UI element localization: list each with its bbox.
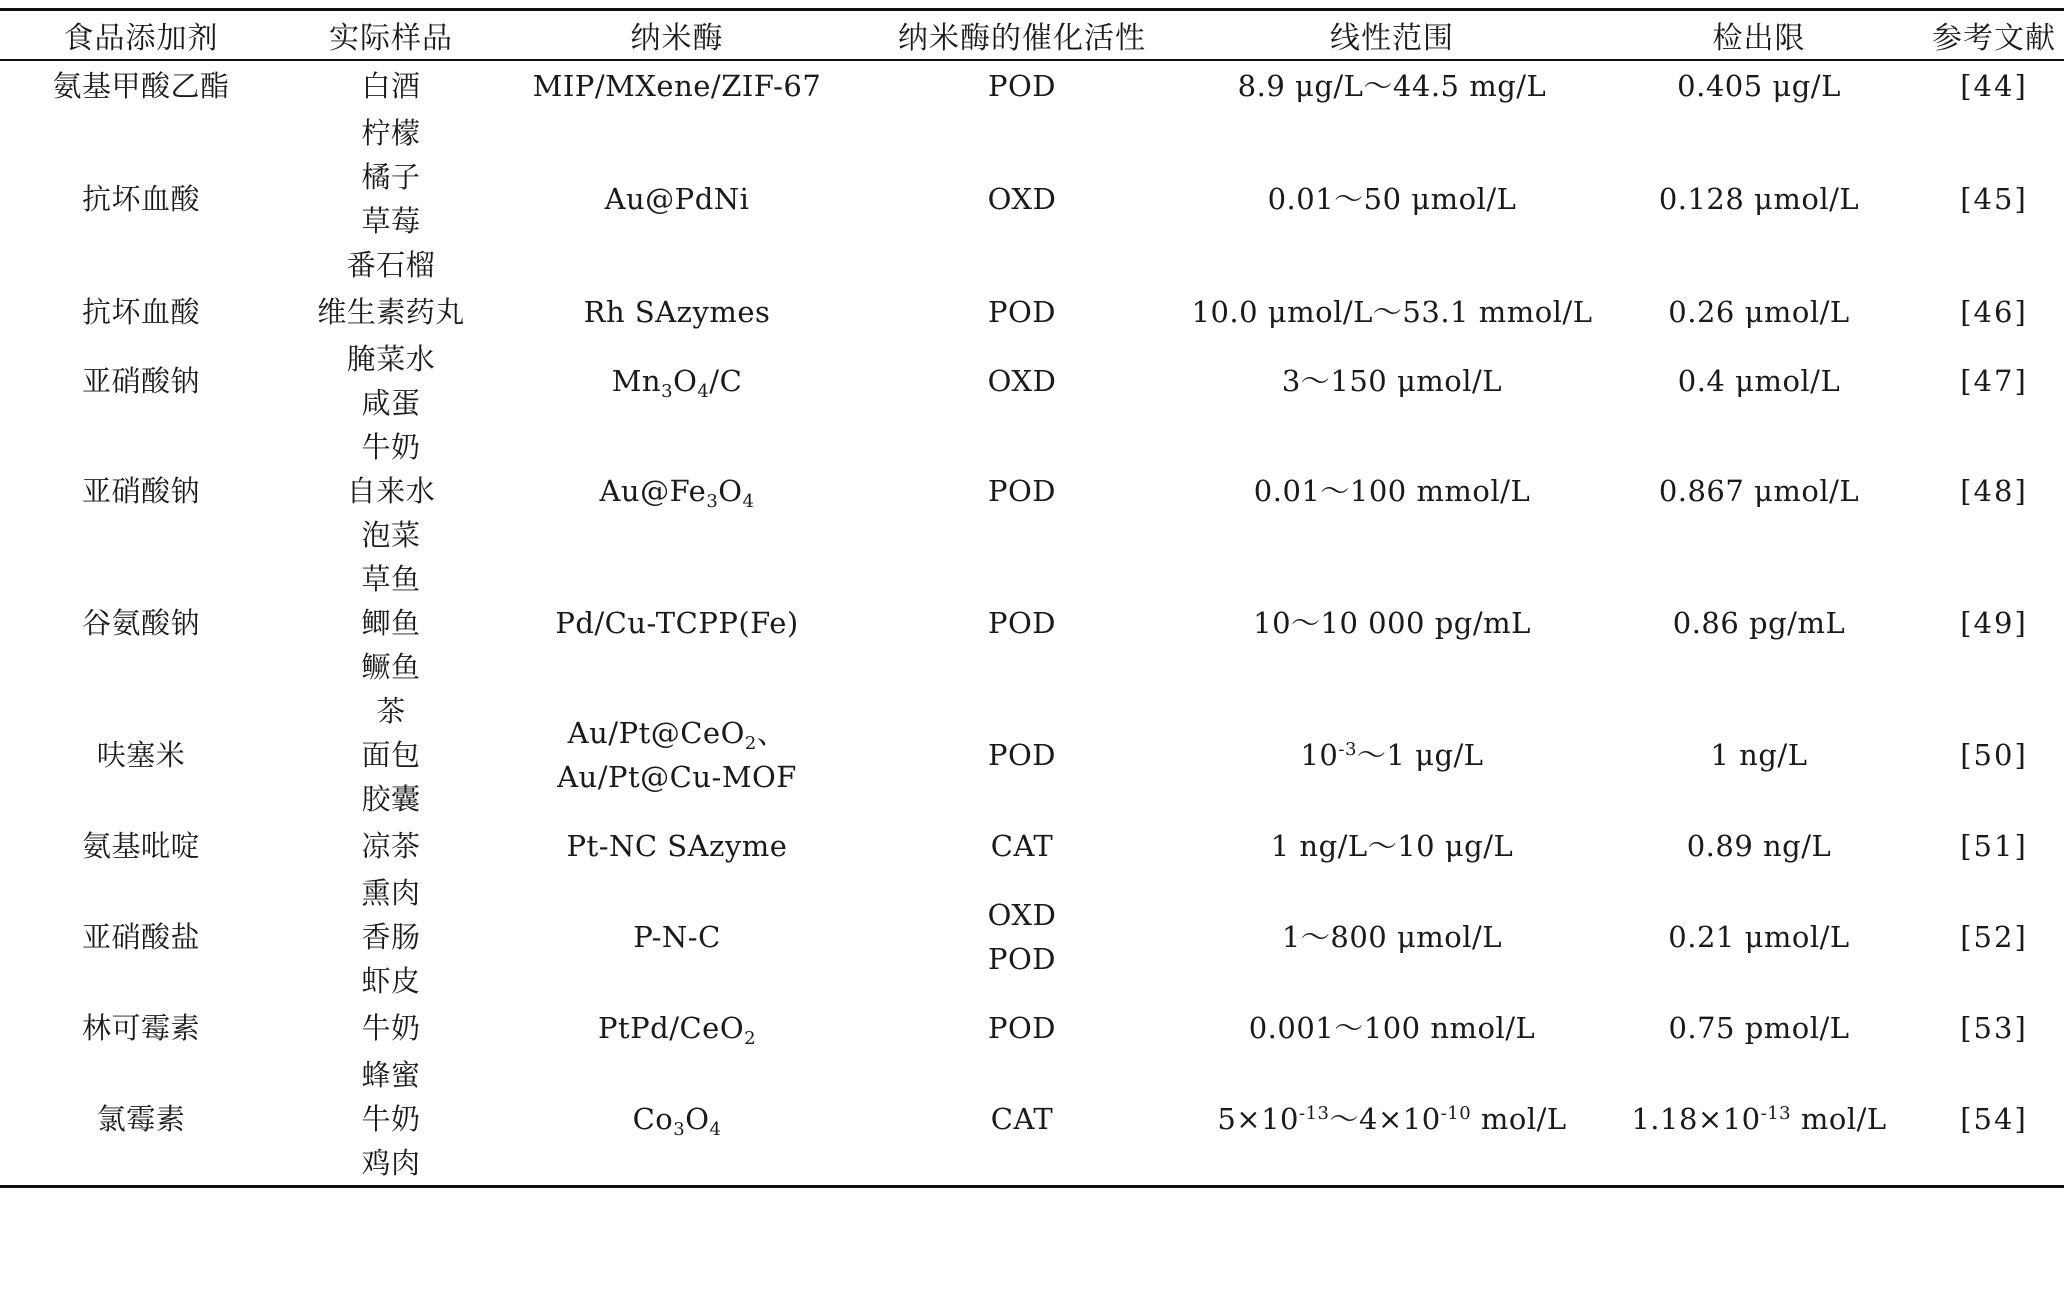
subscript: 4 — [709, 1119, 722, 1140]
cell-linear-range — [1190, 60, 1594, 111]
nanozyme-table-container — [0, 8, 2064, 1188]
activity-item: OXD — [987, 898, 1057, 932]
activity-item: POD — [987, 295, 1057, 329]
sample-item: 面包 — [361, 738, 421, 772]
cell-samples — [282, 425, 500, 557]
sample-item: 虾皮 — [361, 964, 421, 998]
cell-linear-range — [1190, 821, 1594, 871]
text-segment: 0.89 ng/L — [1686, 829, 1832, 863]
subscript: 4 — [697, 381, 710, 402]
subscript: 2 — [744, 1028, 757, 1049]
cell-lod — [1594, 60, 1924, 111]
cell-nanozyme — [500, 425, 854, 557]
cell-samples — [282, 821, 500, 871]
sample-item: 牛奶 — [361, 430, 421, 464]
text-segment: 0.26 μmol/L — [1668, 295, 1850, 329]
text-segment: 0.001～100 nmol/L — [1248, 1011, 1536, 1045]
sample-item: 咸蛋 — [361, 386, 421, 420]
superscript: -13 — [1299, 1103, 1330, 1124]
text-segment: 0.86 pg/mL — [1672, 606, 1846, 640]
cell-linear-range — [1190, 111, 1594, 287]
header-additive: 食品添加剂 — [63, 21, 219, 56]
cell-samples — [282, 689, 500, 821]
sample-item: 自来水 — [346, 474, 436, 508]
cell-nanozyme — [500, 337, 854, 425]
text-segment: 8.9 μg/L～44.5 mg/L — [1237, 69, 1547, 103]
text-segment: 1.18×10 — [1631, 1102, 1761, 1136]
cell-linear-range — [1190, 287, 1594, 337]
text-segment: 1～800 μmol/L — [1281, 920, 1503, 954]
cell-nanozyme — [500, 111, 854, 287]
activity-item: POD — [987, 474, 1057, 508]
text-segment: 、 — [756, 716, 787, 750]
cell-nanozyme — [500, 821, 854, 871]
sample-item: 茶 — [376, 694, 406, 728]
text-segment: 0.867 μmol/L — [1658, 474, 1860, 508]
cell-nanozyme — [500, 60, 854, 111]
text-segment: ～1 μg/L — [1356, 738, 1484, 772]
cell-lod — [1594, 1053, 1924, 1187]
subscript: 3 — [661, 381, 674, 402]
activity-item: POD — [987, 1011, 1057, 1045]
sample-item: 鸡肉 — [361, 1146, 421, 1180]
sample-item: 腌菜水 — [346, 342, 436, 376]
cell-nanozyme — [500, 1003, 854, 1053]
table-row — [0, 111, 2064, 287]
cell-activity — [854, 1003, 1190, 1053]
sample-item: 牛奶 — [361, 1011, 421, 1045]
cell-reference: [48] — [1960, 474, 2028, 508]
text-segment: Au@Fe — [599, 474, 707, 508]
cell-activity — [854, 821, 1190, 871]
cell-lod — [1594, 871, 1924, 1003]
text-segment: 0.4 μmol/L — [1677, 364, 1841, 398]
superscript: -10 — [1440, 1103, 1472, 1124]
cell-additive: 抗坏血酸 — [81, 182, 200, 216]
nanozyme-table — [0, 8, 2064, 1188]
text-segment: PtPd/CeO — [597, 1011, 745, 1045]
cell-reference: [47] — [1960, 364, 2028, 398]
text-segment: 10～10 000 pg/mL — [1253, 606, 1531, 640]
cell-linear-range — [1190, 1053, 1594, 1187]
activity-item: POD — [987, 69, 1057, 103]
text-segment: Au/Pt@Cu-MOF — [557, 760, 797, 794]
cell-samples — [282, 111, 500, 287]
subscript: 2 — [744, 733, 757, 754]
table-row — [0, 425, 2064, 557]
text-segment: P-N-C — [633, 920, 721, 954]
table-row — [0, 557, 2064, 689]
cell-linear-range — [1190, 425, 1594, 557]
cell-lod — [1594, 425, 1924, 557]
text-segment: mol/L — [1791, 1102, 1887, 1136]
superscript: -13 — [1760, 1103, 1792, 1124]
cell-lod — [1594, 287, 1924, 337]
header-linear-range: 线性范围 — [1330, 21, 1454, 56]
cell-additive: 谷氨酸钠 — [81, 606, 200, 640]
cell-additive: 抗坏血酸 — [81, 295, 200, 329]
cell-reference: [44] — [1960, 69, 2028, 103]
cell-lod — [1594, 111, 1924, 287]
cell-lod — [1594, 821, 1924, 871]
header-activity: 纳米酶的催化活性 — [898, 21, 1146, 56]
cell-nanozyme — [500, 871, 854, 1003]
sample-item: 香肠 — [361, 920, 421, 954]
text-segment: 1 ng/L — [1710, 738, 1808, 772]
activity-item: OXD — [987, 364, 1057, 398]
subscript: 4 — [742, 491, 755, 512]
cell-nanozyme — [500, 689, 854, 821]
sample-item: 草莓 — [361, 204, 421, 238]
cell-samples — [282, 287, 500, 337]
text-segment: 10 — [1300, 738, 1339, 772]
text-segment: O — [685, 1102, 710, 1136]
activity-item: POD — [987, 606, 1057, 640]
cell-activity — [854, 1053, 1190, 1187]
cell-linear-range — [1190, 871, 1594, 1003]
text-segment: 0.405 μg/L — [1677, 69, 1841, 103]
activity-item: CAT — [990, 829, 1054, 863]
sample-item: 熏肉 — [361, 876, 421, 910]
cell-activity — [854, 871, 1190, 1003]
text-segment: Mn — [611, 364, 662, 398]
sample-item: 草鱼 — [361, 562, 421, 596]
cell-reference: [52] — [1960, 920, 2028, 954]
sample-item: 维生素药丸 — [317, 295, 465, 329]
text-segment: Pd/Cu-TCPP(Fe) — [555, 606, 799, 640]
header-sample: 实际样品 — [329, 21, 453, 56]
text-segment: 3～150 μmol/L — [1281, 364, 1503, 398]
text-segment: 1 ng/L～10 μg/L — [1270, 829, 1514, 863]
text-segment: Rh SAzymes — [583, 295, 771, 329]
cell-reference: [49] — [1960, 606, 2028, 640]
cell-lod — [1594, 1003, 1924, 1053]
cell-additive: 亚硝酸钠 — [81, 474, 200, 508]
text-segment: O — [673, 364, 698, 398]
sample-item: 泡菜 — [361, 518, 421, 552]
text-segment: Pt-NC SAzyme — [566, 829, 788, 863]
table-body — [0, 60, 2064, 1187]
cell-reference: [45] — [1960, 182, 2028, 216]
table-row — [0, 1003, 2064, 1053]
activity-item: POD — [987, 738, 1057, 772]
activity-item: POD — [987, 942, 1057, 976]
sample-item: 柠檬 — [361, 116, 421, 150]
sample-item: 番石榴 — [346, 248, 436, 282]
cell-additive: 氯霉素 — [96, 1102, 186, 1136]
text-segment: mol/L — [1471, 1102, 1567, 1136]
text-segment: Au/Pt@CeO — [567, 716, 745, 750]
cell-activity — [854, 287, 1190, 337]
cell-linear-range — [1190, 337, 1594, 425]
cell-activity — [854, 337, 1190, 425]
cell-activity — [854, 60, 1190, 111]
cell-nanozyme — [500, 1053, 854, 1187]
sample-item: 鲫鱼 — [361, 606, 421, 640]
cell-activity — [854, 689, 1190, 821]
cell-reference: [51] — [1960, 829, 2028, 863]
subscript: 3 — [706, 491, 719, 512]
text-segment: /C — [709, 364, 743, 398]
cell-lod — [1594, 337, 1924, 425]
text-segment: O — [718, 474, 743, 508]
text-segment: MIP/MXene/ZIF-67 — [532, 69, 822, 103]
cell-additive: 氨基吡啶 — [81, 829, 200, 863]
cell-lod — [1594, 557, 1924, 689]
cell-nanozyme — [500, 287, 854, 337]
header-reference: 参考文献 — [1932, 21, 2056, 56]
cell-samples — [282, 1003, 500, 1053]
cell-additive: 亚硝酸钠 — [81, 364, 200, 398]
cell-samples — [282, 337, 500, 425]
cell-linear-range — [1190, 689, 1594, 821]
text-segment: 10.0 μmol/L～53.1 mmol/L — [1191, 295, 1593, 329]
table-row — [0, 871, 2064, 1003]
table-row — [0, 689, 2064, 821]
cell-reference: [54] — [1960, 1102, 2028, 1136]
header-lod: 检出限 — [1712, 21, 1806, 56]
table-row — [0, 821, 2064, 871]
sample-item: 胶囊 — [361, 782, 421, 816]
text-segment: 0.128 μmol/L — [1658, 182, 1860, 216]
cell-nanozyme — [500, 557, 854, 689]
text-segment: 5×10 — [1217, 1102, 1299, 1136]
text-segment: 0.21 μmol/L — [1668, 920, 1850, 954]
cell-additive: 呋塞米 — [96, 738, 186, 772]
cell-reference: [53] — [1960, 1011, 2028, 1045]
text-segment: Co — [632, 1102, 674, 1136]
cell-activity — [854, 425, 1190, 557]
text-segment: ～4×10 — [1329, 1102, 1441, 1136]
cell-samples — [282, 60, 500, 111]
text-segment: 0.01～50 μmol/L — [1267, 182, 1517, 216]
activity-item: OXD — [987, 182, 1057, 216]
cell-reference: [46] — [1960, 295, 2028, 329]
sample-item: 凉茶 — [361, 829, 421, 863]
cell-additive: 氨基甲酸乙酯 — [52, 69, 230, 103]
table-row — [0, 60, 2064, 111]
text-segment: 0.01～100 mmol/L — [1253, 474, 1531, 508]
cell-linear-range — [1190, 557, 1594, 689]
cell-samples — [282, 1053, 500, 1187]
cell-samples — [282, 557, 500, 689]
table-row — [0, 287, 2064, 337]
cell-reference: [50] — [1960, 738, 2028, 772]
cell-additive: 亚硝酸盐 — [81, 920, 200, 954]
activity-item: CAT — [990, 1102, 1054, 1136]
cell-lod — [1594, 689, 1924, 821]
table-row — [0, 1053, 2064, 1187]
table-row — [0, 337, 2064, 425]
table-header-row — [0, 10, 2064, 61]
cell-samples — [282, 871, 500, 1003]
header-nanozyme: 纳米酶 — [630, 21, 724, 56]
superscript: -3 — [1338, 739, 1357, 760]
subscript: 3 — [673, 1119, 686, 1140]
cell-additive: 林可霉素 — [81, 1011, 200, 1045]
sample-item: 牛奶 — [361, 1102, 421, 1136]
sample-item: 鳜鱼 — [361, 650, 421, 684]
cell-linear-range — [1190, 1003, 1594, 1053]
sample-item: 白酒 — [361, 69, 421, 103]
cell-activity — [854, 111, 1190, 287]
text-segment: 0.75 pmol/L — [1668, 1011, 1850, 1045]
sample-item: 橘子 — [361, 160, 421, 194]
sample-item: 蜂蜜 — [361, 1058, 421, 1092]
text-segment: Au@PdNi — [604, 182, 750, 216]
cell-activity — [854, 557, 1190, 689]
